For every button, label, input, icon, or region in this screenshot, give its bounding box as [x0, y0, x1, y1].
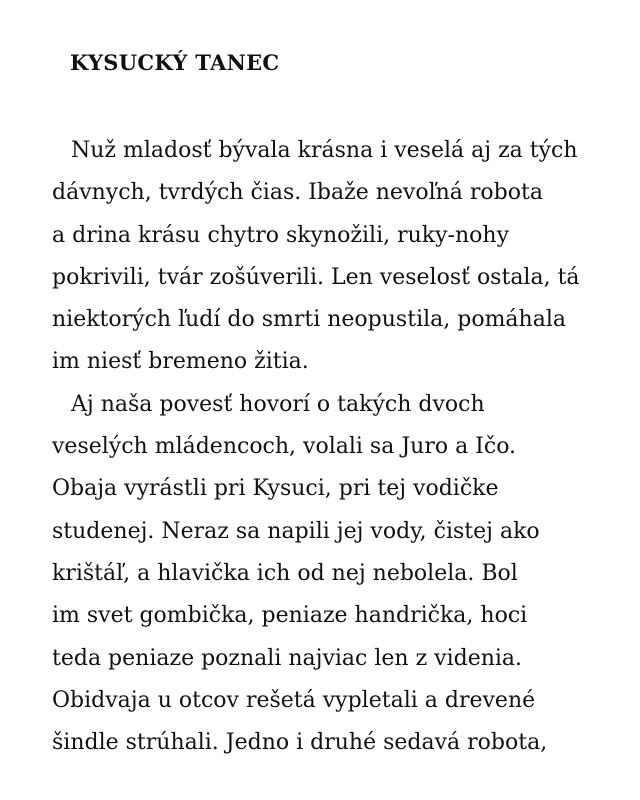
text-line: Obidvaja u otcov rešetá vypletali a drevené	[52, 687, 536, 713]
text-line: im niesť bremeno žitia.	[52, 349, 309, 375]
text-line: niektorých ľudí do smrti neopustila, pomáhala	[52, 307, 566, 333]
text-line: Obaja vyrástli pri Kysuci, pri tej vodičke	[52, 476, 499, 502]
text-line: teda peniaze poznali najviac len z videnia.	[52, 645, 523, 671]
text-line: krištáľ, a hlavička ich od nej nebolela. Bol	[52, 560, 518, 586]
text-line: studenej. Neraz sa napili jej vody, čistej ako	[52, 518, 540, 544]
text-line: veselých mládencoch, volali sa Juro a Ičo.	[52, 434, 517, 460]
text-line: Nuž mladosť bývala krásna i veselá aj za tých	[71, 138, 578, 163]
text-line: Aj naša povesť hovorí o takých dvoch	[71, 391, 485, 417]
text-line: dávnych, tvrdých čias. Ibaže nevoľná robota	[52, 180, 543, 206]
body-text	[52, 130, 612, 764]
text-line: im svet gombička, peniaze handrička, hoci	[52, 603, 528, 629]
text-line: a drina krásu chytro skynožili, ruky-nohy	[52, 222, 509, 248]
chapter-title: KYSUCKÝ TANEC	[70, 50, 280, 75]
text-line: pokrivili, tvár zošúverili. Len veselosť ostala, tá	[52, 264, 580, 290]
text-line: šindle strúhali. Jedno i druhé sedavá robota,	[52, 730, 548, 756]
